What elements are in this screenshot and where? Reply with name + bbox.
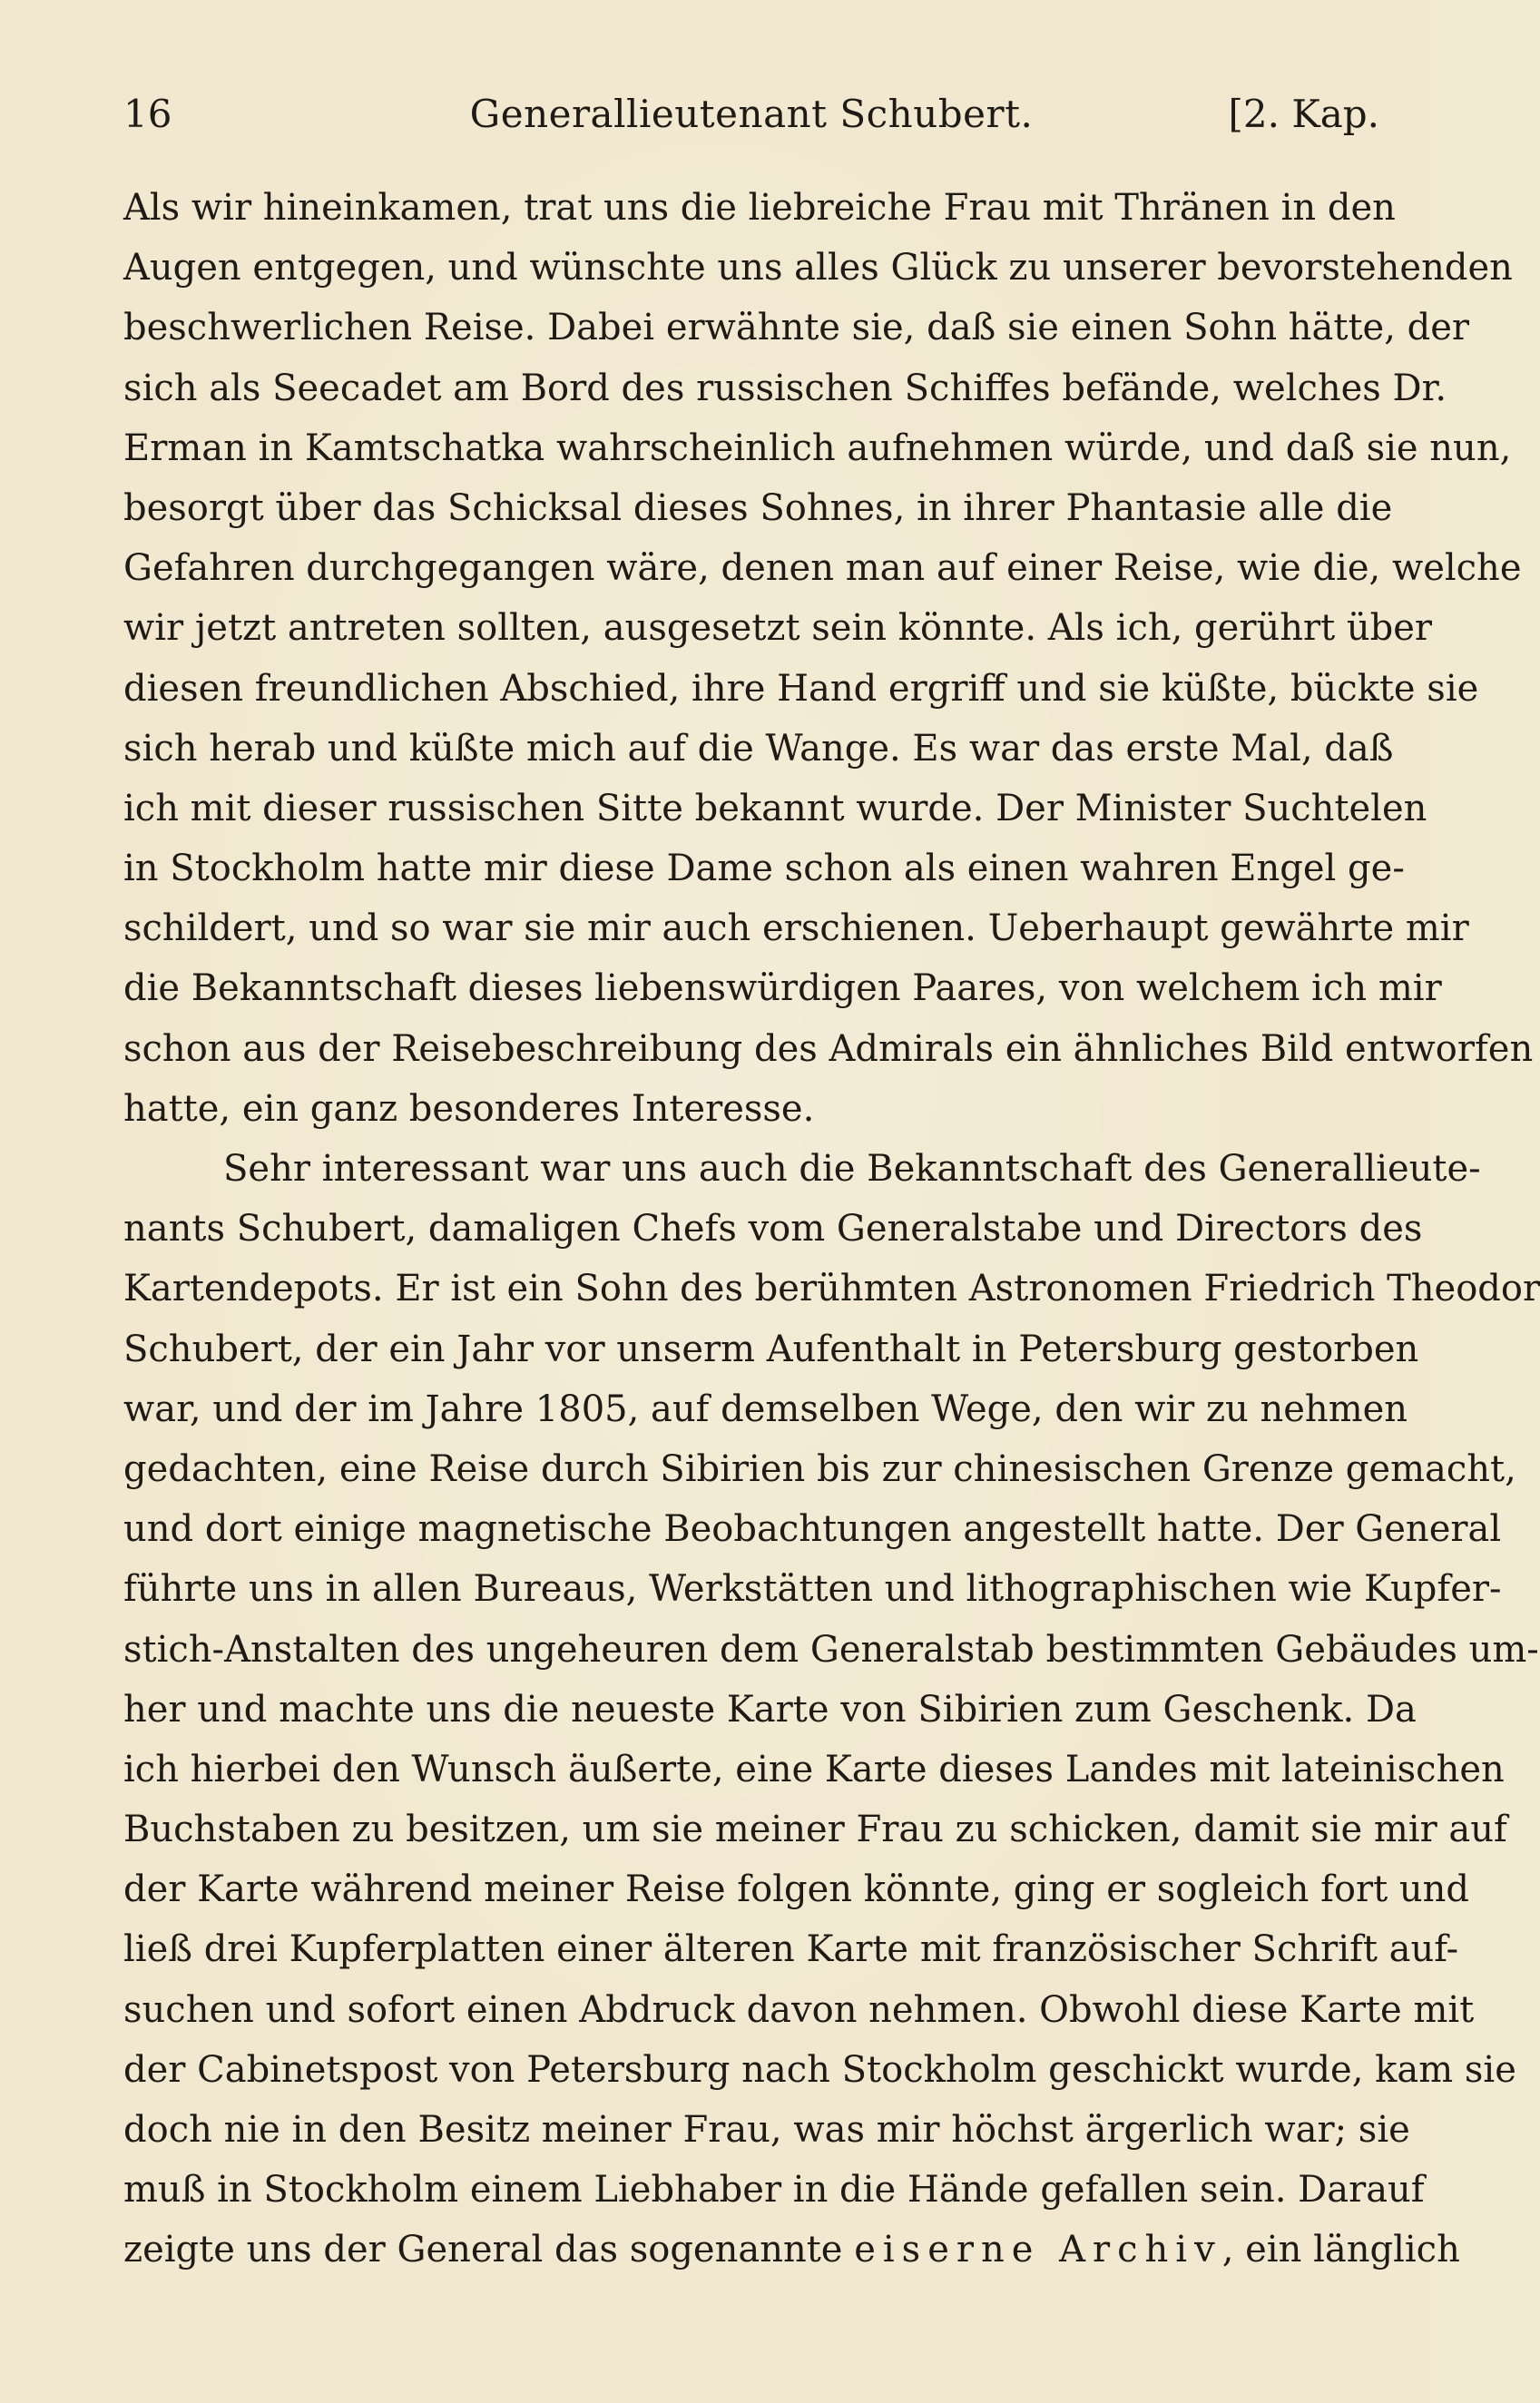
text-line: stich-Anstalten des ungeheuren dem Generalstab bestimmten Gebäudes um- <box>123 1628 1539 1671</box>
text-line: ich hierbei den Wunsch äußerte, eine Karte dieses Landes mit lateinischen <box>123 1748 1505 1790</box>
text-line: ließ drei Kupferplatten einer älteren Karte mit französischer Schrift auf- <box>123 1928 1459 1971</box>
text-line: besorgt über das Schicksal dieses Sohnes, in ihrer Phantasie alle die <box>123 486 1393 529</box>
text-line-with-spaced-term <box>123 2220 1460 2280</box>
spaced-term: eiserne Archiv <box>854 2229 1222 2271</box>
paragraph-end-line: hatte, ein ganz besonderes Interesse. <box>123 1087 815 1130</box>
text-line: die Bekanntschaft dieses liebenswürdigen Paares, von welchem ich mir <box>123 967 1442 1010</box>
text-line: führte uns in allen Bureaus, Werkstätten und lithographischen wie Kupfer- <box>123 1568 1502 1611</box>
text-line: suchen und sofort einen Abdruck davon nehmen. Obwohl diese Karte mit <box>123 1988 1475 2031</box>
text-segment: zeigte uns der General das sogenannte <box>123 2229 843 2271</box>
text-line: doch nie in den Besitz meiner Frau, was mir höchst ärgerlich war; sie <box>123 2109 1410 2151</box>
text-line: schildert, und so war sie mir auch erschienen. Ueberhaupt gewährte mir <box>123 907 1469 950</box>
text-line: Gefahren durchgegangen wäre, denen man auf einer Reise, wie die, welche <box>123 547 1522 590</box>
text-line: Als wir hineinkamen, trat uns die liebreiche Frau mit Thränen in den <box>123 187 1396 229</box>
body-text <box>123 178 1540 2280</box>
running-title: Generallieutenant Schubert. <box>469 92 1034 136</box>
text-line: schon aus der Reisebeschreibung des Admirals ein ähnliches Bild entworfen <box>123 1027 1534 1070</box>
text-line: der Cabinetspost von Petersburg nach Stockholm geschickt wurde, kam sie <box>123 2048 1516 2091</box>
text-line: Buchstaben zu besitzen, um sie meiner Frau zu schicken, damit sie mir auf <box>123 1809 1507 1851</box>
chapter-reference: [2. Kap. <box>1228 92 1379 136</box>
text-line: der Karte während meiner Reise folgen könnte, ging er sogleich fort und <box>123 1868 1470 1911</box>
text-line: her und machte uns die neueste Karte von Sibirien zum Geschenk. Da <box>123 1688 1417 1731</box>
text-line: nants Schubert, damaligen Chefs vom Generalstabe und Directors des <box>123 1208 1423 1251</box>
text-line: war, und der im Jahre 1805, auf demselben Wege, den wir zu nehmen <box>123 1388 1408 1430</box>
text-line: ich mit dieser russischen Sitte bekannt wurde. Der Minister Suchtelen <box>123 787 1427 829</box>
page-header <box>123 87 1379 142</box>
text-line: sich als Seecadet am Bord des russischen Schiffes befände, welches Dr. <box>123 367 1447 409</box>
text-line: in Stockholm hatte mir diese Dame schon als einen wahren Engel ge- <box>123 848 1405 890</box>
text-line: Erman in Kamtschatka wahrscheinlich aufnehmen würde, und daß sie nun, <box>123 427 1512 469</box>
text-line: sich herab und küßte mich auf die Wange. Es war das erste Mal, daß <box>123 727 1394 770</box>
text-line: Schubert, der ein Jahr vor unserm Aufenthalt in Petersburg gestorben <box>123 1328 1419 1370</box>
text-segment: , ein länglich <box>1221 2229 1460 2271</box>
text-line: Augen entgegen, und wünschte uns alles Glück zu unserer bevorstehenden <box>123 247 1513 289</box>
paragraph-start-line: Sehr interessant war uns auch die Bekanntschaft des Generallieute- <box>223 1148 1481 1190</box>
text-line: gedachten, eine Reise durch Sibirien bis zur chinesischen Grenze gemacht, <box>123 1447 1516 1490</box>
text-line: Kartendepots. Er ist ein Sohn des berühmten Astronomen Friedrich Theodor <box>123 1268 1540 1310</box>
text-line: wir jetzt antreten sollten, ausgesetzt sein könnte. Als ich, gerührt über <box>123 607 1433 650</box>
page-number: 16 <box>123 92 172 136</box>
text-line: diesen freundlichen Abschied, ihre Hand ergriff und sie küßte, bückte sie <box>123 667 1479 710</box>
text-line: muß in Stockholm einem Liebhaber in die Hände gefallen sein. Darauf <box>123 2169 1425 2212</box>
text-line: beschwerlichen Reise. Dabei erwähnte sie, daß sie einen Sohn hätte, der <box>123 307 1470 349</box>
text-line: und dort einige magnetische Beobachtungen angestellt hatte. Der General <box>123 1508 1502 1551</box>
